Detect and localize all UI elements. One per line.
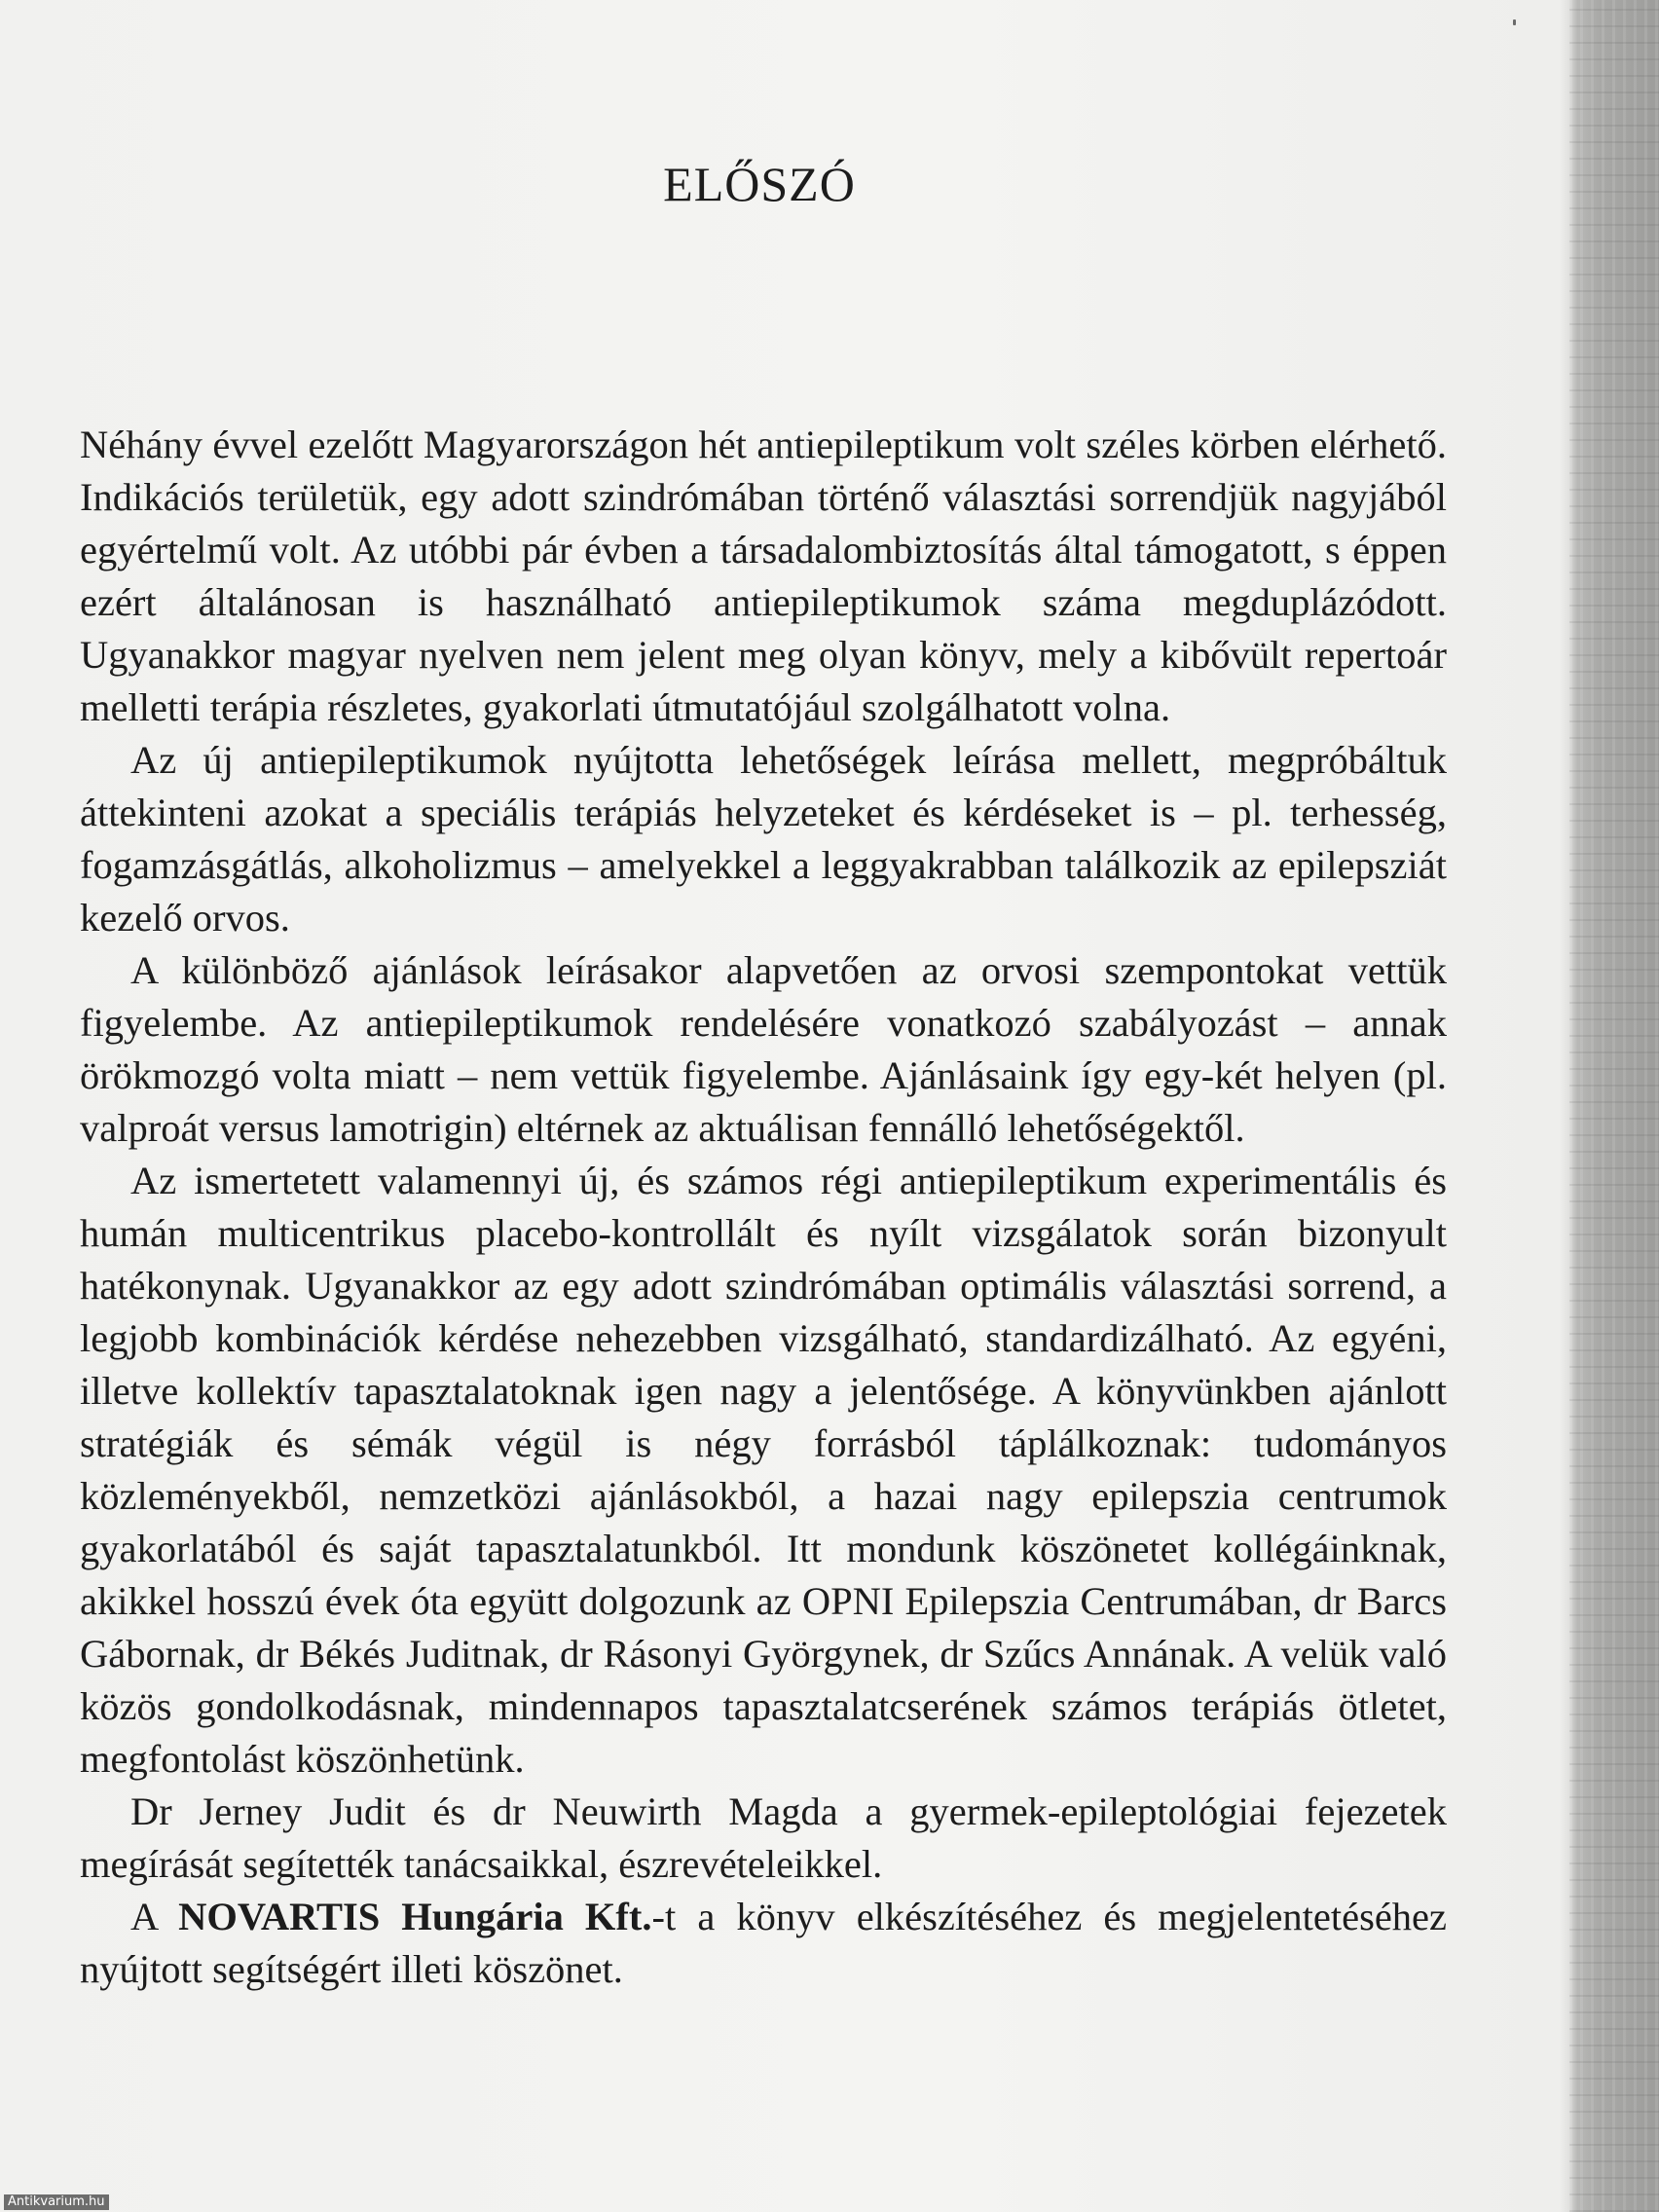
company-name: NOVARTIS Hungária Kft.: [178, 1895, 652, 1938]
paragraph-4: Az ismertetett valamennyi új, és számos régi antiepileptikum experimentális és humán multicentrikus placebo-kontrollált és nyílt vizsgálatok során bizonyult hatékonynak. Ugyanakkor az egy adott szindrómában optimális választási sorrend, a legjobb kombinációk kérdése nehezebben vizsgálható, standardizálható. Az egyéni, illetve kollektív tapasztalatoknak igen nagy a jelentősége. A könyvünkben ajánlott stratégiák és sémák végül is négy forrásból táplálkoznak: tudományos közleményekből, nemzetközi ajánlásokból, a hazai nagy epilepszia centrumok gyakorlatából és saját tapasztalatunkból. Itt mondunk köszönetet kollégáinknak, akikkel hosszú évek óta együtt dolgozunk az OPNI Epilepszia Centrumában, dr Barcs Gábornak, dr Békés Juditnak, dr Rásonyi Györgynek, dr Szűcs Annának. A velük való közös gondolkodásnak, mindennapos tapasztalatcserének számos terápiás ötletet, megfontolást köszönhetünk.: [80, 1159, 1447, 1781]
print-speck: [1513, 19, 1516, 25]
paragraph-2: Az új antiepileptikumok nyújtotta lehetőségek leírása mellett, megpróbáltuk áttekinteni azokat a speciális terápiás helyzeteket és kérdéseket is – pl. terhesség, fogamzásgátlás, alkoholizmus – amelyekkel a leggyakrabban találkozik az epilepsziát kezelő orvos.: [80, 738, 1447, 940]
paragraph-6-suffix: -t a könyv elkészítéséhez és megjelentetéséhez nyújtott segítségért illeti köszönet.: [80, 1895, 1448, 1991]
page-stack-edge: [1569, 0, 1659, 2212]
paragraph-3: A különböző ajánlások leírásakor alapvetően az orvosi szempontokat vettük figyelembe. Az antiepileptikumok rendelésére vonatkozó szabályozást – annak örökmozgó volta miatt – nem vettük figyelembe. Ajánlásaink így egy-két helyen (pl. valproát versus lamotrigin) eltérnek az aktuálisan fennálló lehetőségektől.: [80, 948, 1447, 1150]
page-title: ELŐSZÓ: [663, 157, 856, 211]
paragraph-5: Dr Jerney Judit és dr Neuwirth Magda a gyermek-epileptológiai fejezetek megírását segítették tanácsaikkal, észrevételeikkel.: [80, 1789, 1447, 1886]
paragraph-6-prefix: A: [130, 1895, 179, 1938]
watermark: Antikvarium.hu: [4, 2194, 109, 2210]
paragraph-1: Néhány évvel ezelőtt Magyarországon hét antiepileptikum volt széles körben elérhető. Indikációs területük, egy adott szindrómában történő választási sorrendjük nagyjából egyértelmű volt. Az utóbbi pár évben a társadalombiztosítás által támogatott, s éppen ezért általánosan is használható antiepileptikumok száma megduplázódott. Ugyanakkor magyar nyelven nem jelent meg olyan könyv, mely a kibővült repertoár melletti terápia részletes, gyakorlati útmutatójául szolgálhatott volna.: [80, 423, 1447, 729]
preface-body: [80, 419, 1447, 1996]
paragraph-6: [80, 1891, 1447, 1996]
